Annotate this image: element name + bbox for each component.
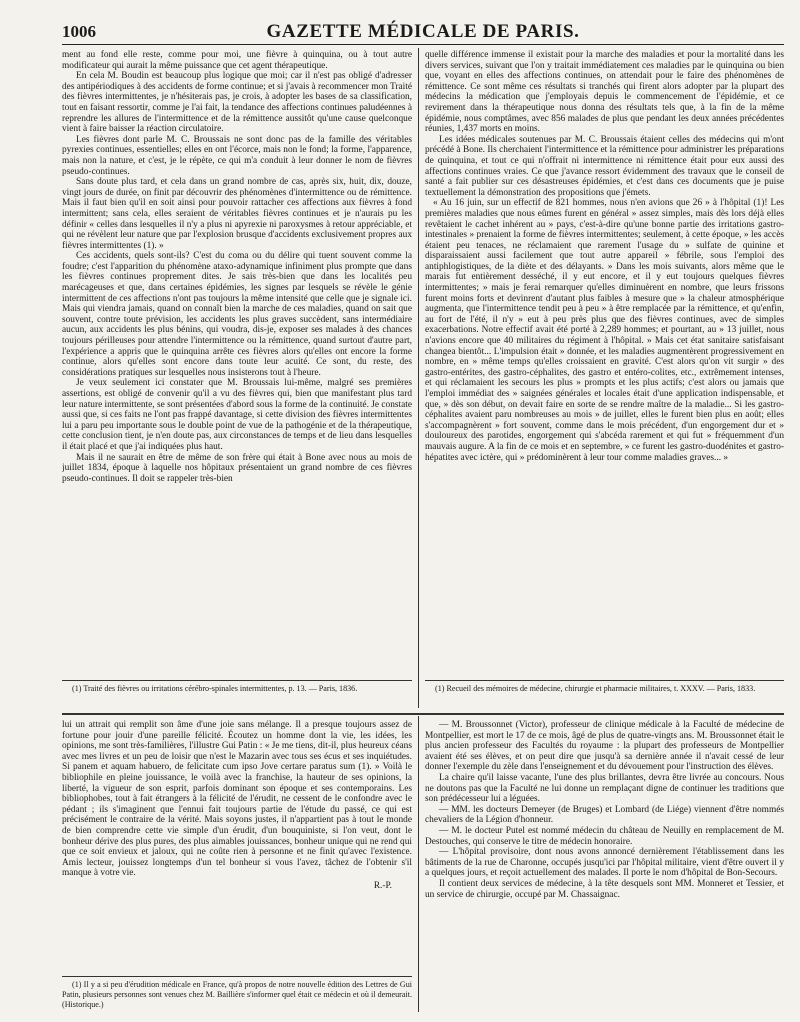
column-rule [418, 716, 419, 1012]
paragraph: Sans doute plus tard, et cela dans un grand nombre de cas, après six, huit, dix, douze, vingt jours de durée, on finit par découvrir des phénomènes d'intermittence ou de rémittence. Mais il faut bien qu'il en soit ainsi pour pouvoir rattacher ces affections aux fièvres à fond intermittent; sans cela, elles seraient de véritables fièvres continues et je n'aurais pu les définir « celles dans lesquelles il n'y a plus ni apyrexie ni paroxysmes à retour appréciable, et qui ne révèlent leur nature que par l'explosion brusque d'accidents exclusivement propres aux fièvres intermittentes (1). » [62, 177, 412, 251]
column-rule [418, 48, 419, 708]
quoted-report: « Au 16 juin, sur un effectif de 821 hommes, nous n'en avions que 26 » à l'hôpital (1)! Les premières maladies que nous eûmes furent en général » assez simples, mais dès lors déjà elles revêtaient le cachet inhérent au » pays, c'est-à-dire qu'une bonne partie des irritations gastro-intestinales » prenaient la forme de fièvres intermittentes; seulement, à cette époque, » les accès étaient peu tenaces, ne réclamaient que rarement l'usage du » sulfate de quinine et disparaissaient aussi facilement que tout autre appareil » fébrile, sous l'emploi des antiphlogistiques, de la diète et des délayants. » Dans les mois suivants, alors même que le marais fut entièrement desséché, il y eut encore, et il y eut toujours quelques fièvres intermittentes; » mais je ferai remarquer qu'elles diminuèrent en nombre, que leurs frissons furent moins forts et devinrent d'autant plus faibles à mesure que » la chaleur atmosphérique augmenta, que l'intermittence tendit peu à peu » à être remplacée par la rémittence, et qu'enfin, au fort de l'été, il n'y » eut à peu près plus que des fièvres continues, avec de simples exacerbations. Notre effectif avait été porté à 2,289 hommes; et pourtant, au » 13 juillet, nous n'avions encore que 40 militaires du régiment à l'hôpital. » Mais cet état sanitaire satisfaisant changea bientôt... L'impulsion était » donnée, et les maladies augmentèrent progressivement en nombre, en » même temps qu'elles croissaient en gravité. C'est alors qu'on vit surgir » des gastro-entérites, des gastro-céphalites, des gastro et entéro-colites, etc., extrêmement intenses, et qui réclamaient les secours les plus » prompts et les plus actifs; c'est alors ou jamais que l'emploi immédiat des » saignées générales et locales était d'une application indispensable, et que, » dès son début, on devait faire en sorte de se rendre maître de la maladie... Si les gastro-céphalites avaient paru nombreuses au mois » de juillet, elles le furent bien plus en août; elles s'accompagnèrent » fort souvent, comme dans le mois précédent, d'un engorgement dur et » douloureux des parotides, engorgement qui s'abcéda rarement et qui fut » fréquemment d'un mauvais augure. A la fin de ce mois et en septembre, » ce furent les gastro-duodénites et gastro-hépatites avec ictère, qui » prédominèrent à leur tour comme maladies graves... » [425, 198, 784, 463]
footnote-text: (1) Il y a si peu d'érudition médicale en France, qu'à propos de notre nouvelle édition des Lettres de Gui Patin, plusieurs personnes sont venues chez M. Baillière s'informer quel était ce médecin et où il demeurait. (Historique.) [62, 980, 412, 1009]
news-item: — MM. les docteurs Demeyer (de Bruges) et Lombard (de Liége) viennent d'être nommés chevaliers de la Légion d'honneur. [425, 804, 784, 826]
bottom-right-column [425, 720, 784, 1014]
paragraph: En cela M. Boudin est beaucoup plus logique que moi; car il n'est pas obligé d'adresser des antipériodiques à des accidents de forme continue; et si j'avais à recommencer mon Traité des fièvres intermittentes, je n'hésiterais pas, je crois, à adopter les bases de sa classification, tout en faisant ressortir, comme je l'ai fait, la tendance des affections continues paludéennes à reprendre les allures de l'intermittence et de la rémittence aussitôt qu'une cause quelconque vient à faire baisser la réaction circulatoire. [62, 71, 412, 135]
paragraph: Ces accidents, quels sont-ils? C'est du coma ou du délire qui tuent souvent comme la foudre; c'est l'apparition du phénomène ataxo-adynamique infiniment plus prompte que dans les fièvres continues proprement dites. Je sais très-bien que dans les localités peu marécageuses et que, dans certaines épidémies, les signes par lesquels se révèle le génie intermittent de ces affections n'ont pas toujours la même intensité que celle que je signale ici. Mais qui viendra jamais, quand on connaît bien la marche de ces maladies, quand on sait que souvent, contre toute prévision, les accidents les plus graves succèdent, sans intermédiaire aucun, aux accidents les plus bénins, qui voudra, dis-je, exposer ses malades à des chances toujours périlleuses pour attendre l'intermittence ou la rémittence, quand surtout d'autre part, l'expérience a appris que le quinquina arrête ces fièvres alors qu'elles ont encore la forme continue, alors qu'elles sont encore dans toute leur acuité. Ce sont, du reste, des considérations pratiques sur lesquelles nous insisterons tout à l'heure. [62, 251, 412, 378]
news-item: — L'hôpital provisoire, dont nous avons annoncé dernièrement l'établissement dans les bâtiments de la rue de Charonne, occupés jusqu'ici par l'hôpital militaire, vient d'être ouvert il y a quelques jours, et reçoit actuellement des malades. Il porte le nom d'hôpital de Bon-Secours. [425, 847, 784, 879]
news-item: — M. le docteur Putel est nommé médecin du château de Neuilly en remplacement de M. Destouches, qui conserve le titre de médecin honoraire. [425, 825, 784, 847]
footnote-rule [425, 680, 784, 681]
news-item: — M. Broussonnet (Victor), professeur de clinique médicale à la Faculté de médecine de Montpellier, est mort le 17 de ce mois, âgé de plus de quatre-vingts ans. M. Broussonnet était le plus ancien professeur des Facultés du royaume : la plupart des professeurs de Montpellier avaient été ses élèves, et on peut dire que jusqu'à sa dernière année il n'avait cessé de leur donner l'exemple du zèle dans l'enseignement et du dévouement pour l'instruction des élèves. [425, 720, 784, 773]
top-right-footnote [425, 684, 784, 708]
paragraph: Les idées médicales soutenues par M. C. Broussais étaient celles des médecins qui m'ont précédé à Bone. Ils cherchaient l'intermittence et la rémittence pour administrer les préparations de quinquina, et tout ce qui n'offrait ni intermittence ni rémittence était pour eux aussi des affections continues vraies. Ce que j'avance ressort évidemment des travaux que le conseil de santé a fait publier sur ces désastreuses épidémies, et c'est dans ces documents que je puise textuellement la démonstration des propositions que j'émets. [425, 134, 784, 198]
top-left-footnote [62, 684, 412, 708]
bottom-left-footnote [62, 980, 412, 1014]
footnote-text: (1) Traité des fièvres ou irritations cérébro-spinales intermittentes, p. 13. — Paris, 1836. [72, 684, 358, 693]
section-divider [62, 713, 784, 715]
footnote-rule [62, 680, 412, 681]
bottom-left-column [62, 720, 412, 970]
top-right-column [425, 50, 784, 674]
running-title: GAZETTE MÉDICALE DE PARIS. [266, 21, 580, 42]
paragraph: ment au fond elle reste, comme pour moi, une fièvre à quinquina, ou à tout autre modificateur qui aurait la même puissance que cet agent thérapeutique. [62, 50, 412, 71]
footnote-text: (1) Recueil des mémoires de médecine, chirurgie et pharmacie militaires, t. XXXV. — Paris, 1833. [435, 684, 756, 693]
paragraph: quelle différence immense il existait pour la marche des maladies et pour la mortalité dans les divers services, suivant que l'on y traitait immédiatement ces maladies par le quinquina ou bien que, voyant en elles des affections continues, on attendait pour le faire des phénomènes de rémittence. Ce sont même ces résultats si tranchés qui firent alors adopter par la plupart des médecins la médication que j'employais depuis le commencement de l'épidémie, et ce revirement dans la thérapeutique nous donna des résultats tels que, à la fin de la même épidémie, nous comptâmes, avec 856 malades de plus que pendant les deux années précédentes réunies, 1,437 morts en moins. [425, 50, 784, 135]
paragraph: lui un attrait qui remplit son âme d'une joie sans mélange. Il a presque toujours assez de fortune pour jouir d'une pareille félicité. Écoutez un homme dont la vie, les idées, les opinions, me sont très-familières, l'illustre Gui Patin : « Je me tiens, dit-il, plus heureux céans avec mes livres et un peu de loisir que n'est le Mazarin avec tous ses écus et ses inquiétudes. Si panem et aquam habuero, de felicitate cum ipso Jove certare paratus sum (1). » Voilà le bibliophile en pleine jouissance, le voilà avec la franchise, la hauteur de ses opinions, la liberté, la vigueur de son esprit, parfois dominant son époque et ses contemporains. Les bibliophobes, tout à fait étrangers à la félicité de l'érudit, ne cessent de le confondre avec le pédant ; ils s'imaginent que l'ennui fait toujours partie de l'étude du passé, ce qui est précisément le contraire de la vérité. Mais soyons justes, il n'appartient pas à tout le monde de bien comprendre cette vie simple d'un érudit, d'un bouquiniste, si l'on veut, dont le bonheur dérive des plus pures, des plus aimables jouissances, bonheur unique qui ne rend qui que ce soit envieux et jaloux, qui ne coûte rien à personne et ne finit qu'avec l'existence. Amis lecteur, jouissez longtemps d'un tel bonheur si vous l'avez, tâchez de l'obtenir s'il manque à votre vie. [62, 720, 412, 879]
top-left-column [62, 50, 412, 674]
page-number: 1006 [62, 22, 96, 41]
news-item: Il contient deux services de médecine, à la tête desquels sont MM. Monneret et Tessier, et un service de chirurgie, occupé par M. Chassaignac. [425, 878, 784, 900]
footnote-rule [62, 976, 412, 977]
signature: R.-P. [373, 880, 392, 891]
paragraph: Les fièvres dont parle M. C. Broussais ne sont donc pas de la famille des véritables pyrexies continues, essentielles; elles en ont l'écorce, mais non le fond; la forme, l'apparence, mais non la nature, et c'est, je le répète, ce qui m'a conduit à leur donner le nom de fièvres pseudo-continues. [62, 134, 412, 177]
page-header [62, 22, 784, 45]
news-item: La chaire qu'il laisse vacante, l'une des plus brillantes, devra être livrée au concours. Nous ne doutons pas que la Faculté ne lui donne un remplaçant digne de continuer les traditions que son prédécesseur lui a léguées. [425, 772, 784, 805]
paragraph: Je veux seulement ici constater que M. Broussais lui-même, malgré ses premières assertions, est obligé de convenir qu'il a vu des fièvres qui, bien que manifestant plus tard leur nature intermittente, se sont présentées d'abord sous la forme de la continuité. Je constate aussi que, si ces faits ne l'ont pas frappé davantage, si cette division des fièvres intermittentes lui a paru peu importante sous le double point de vue de la pathogénie et de la thérapeutique, cette conclusion tient, je n'en doute pas, aux circonstances de temps et de lieu dans lesquelles il était placé et que j'ai indiquées plus haut. [62, 378, 412, 452]
paragraph: Mais il ne saurait en être de même de son frère qui était à Bone avec nous au mois de juillet 1834, époque à laquelle nos hôpitaux présentaient un grand nombre de ces fièvres pseudo-continues. Il doit se rappeler très-bien [62, 452, 412, 484]
